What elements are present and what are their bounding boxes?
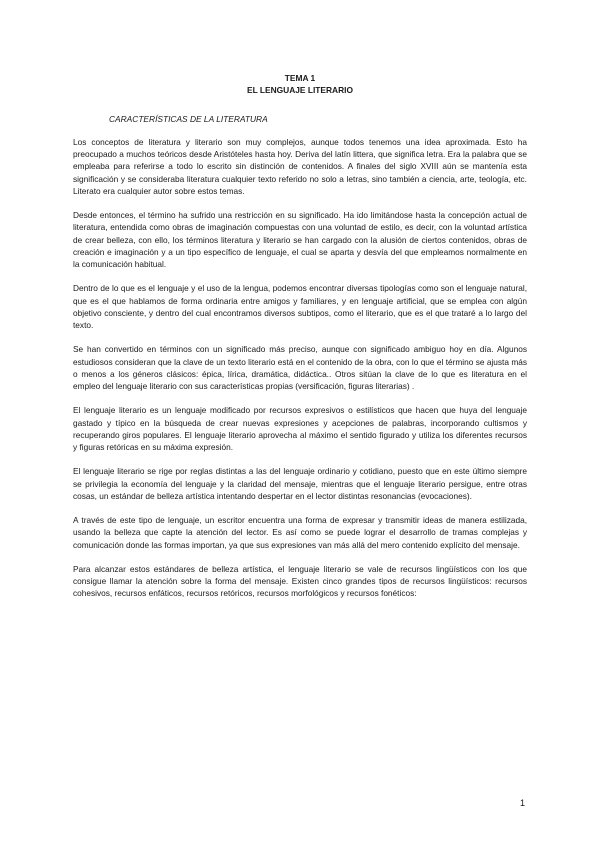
- page-number: 1: [519, 798, 525, 808]
- paragraph-1: Los conceptos de literatura y literario son muy complejos, aunque todos tenemos una idea aproximada. Esto ha preocupado a muchos teóricos desde Aristóteles hasta hoy. Deriva del latín littera, que significa letra. Era la palabra que se empleaba para referirse a todo lo escrito sin distinción de contenidos. A finales del siglo XVIII aún se mantenía esta significación y se consideraba literatura cualquier texto referido no solo a letras, sino también a ciencia, arte, teología, etc. Literato era cualquier autor sobre estos temas.: [73, 137, 527, 196]
- paragraph-7: A través de este tipo de lenguaje, un escritor encuentra una forma de expresar y transmitir ideas de manera estilizada, usando la belleza que capte la atención del lector. Es así como se puede lograr el desarrollo de tramas complejas y comunicación donde las formas importan, ya que sus expresiones van más allá del mero contenido explícito del mensaje.: [73, 515, 527, 550]
- section-heading: CARACTERÍSTICAS DE LA LITERATURA: [109, 114, 268, 124]
- document-page: [73, 72, 527, 612]
- paragraph-3: Dentro de lo que es el lenguaje y el uso de la lengua, podemos encontrar diversas tipologías como son el lenguaje natural, que es el que hablamos de forma ordinaria entre amigos y familiares, y en lenguaje artificial, que se emplea con algún objetivo consciente, y dentro del cual encontramos diversos subtipos, como el literario, que es el que trataré a lo largo del texto.: [73, 283, 527, 331]
- paragraph-8: Para alcanzar estos estándares de belleza artística, el lenguaje literario se vale de recursos lingüísticos con los que consigue llamar la atención sobre la forma del mensaje. Existen cinco grandes tipos de recursos lingüísticos: recursos cohesivos, recursos enfáticos, recursos retóricos, recursos morfológicos y recursos fonéticos:: [73, 564, 527, 599]
- paragraph-5: El lenguaje literario es un lenguaje modificado por recursos expresivos o estilísticos que hacen que huya del lenguaje gastado y típico en la búsqueda de crear nuevas expresiones y acepciones de palabras, incorporando cultismos y recuperando giros populares. El lenguaje literario aprovecha al máximo el sentido figurado y utiliza los diferentes recursos y figuras retóricas en su máxima expresión.: [73, 405, 527, 453]
- paragraph-4: Se han convertido en términos con un significado más preciso, aunque con significado ambiguo hoy en día. Algunos estudiosos consideran que la clave de un texto literario está en el contenido de la obra, con lo que el término se ajusta más o menos a los géneros clásicos: épica, lírica, dramática, didáctica.. Otros sitúan la clave de lo que es literatura en el empleo del lenguaje literario con sus características propias (versificación, figuras literarias) .: [73, 344, 527, 392]
- paragraph-2: Desde entonces, el término ha sufrido una restricción en su significado. Ha ido limitándose hasta la concepción actual de literatura, entendida como obras de imaginación compuestas con una voluntad de estilo, es decir, con la voluntad artística de crear belleza, con ello, los términos literatura y literario se han cargado con la alusión de ciertos contenidos, obras de creación e imaginación y a un tipo específico de lenguaje, el cual se aparta y desvía del que empleamos normalmente en la comunicación habitual.: [73, 210, 527, 270]
- document-subtitle: EL LENGUAJE LITERARIO: [247, 85, 353, 95]
- document-title: TEMA 1: [284, 73, 316, 83]
- paragraph-6: El lenguaje literario se rige por reglas distintas a las del lenguaje ordinario y cotidiano, puesto que en este último siempre se privilegia la economía del lenguaje y la claridad del mensaje, mientras que el lenguaje literario persigue, entre otras cosas, un estándar de belleza artística intentando despertar en el lector distintas resonancias (evocaciones).: [73, 466, 527, 501]
